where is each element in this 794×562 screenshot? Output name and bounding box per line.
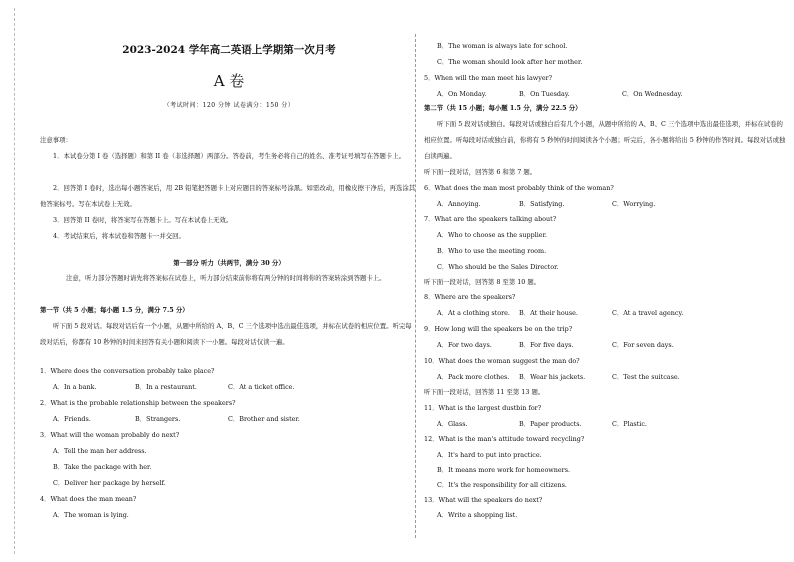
question-6: 6．What does the man most probably think of the woman? (424, 184, 614, 192)
q1-option-a: A．In a bank. (53, 383, 97, 391)
binding-line (14, 8, 15, 554)
q9-option-a: A．For two days. (437, 341, 492, 349)
q10-option-c: C．Test the suitcase. (612, 373, 680, 381)
q8-option-a: A．At a clothing store. (437, 309, 510, 317)
q11-option-b: B．Paper products. (519, 420, 582, 428)
note-3: 3．回答第 II 卷时，将答案写在答题卡上。写在本试卷上无效。 (53, 216, 233, 224)
column-divider (415, 34, 416, 538)
question-8: 8．Where are the speakers? (424, 293, 516, 301)
exam-title: 2023-2024 学年高二英语上学期第一次月考 (122, 44, 336, 56)
notes-heading: 注意事项： (40, 136, 72, 144)
section2-intro: 听下面 5 段对话或独白。每段对话或独白后有几个小题，从题中所给的 A、B、C 三个选项中选出最佳选项，并标在试卷的相应位置。听每段对话或独白前，你将有 5 秒钟的时间阅读各个小题；听完后，各小题将给出 5 秒钟的作答时间。每段对话或独白读两遍。 (424, 120, 786, 160)
question-5: 5．When will the man meet his lawyer? (424, 74, 553, 82)
q2-option-a: A．Friends. (53, 415, 91, 423)
q7-option-a: A．Who to choose as the supplier. (437, 231, 547, 239)
section2-heading: 第二节（共 15 小题；每小题 1.5 分，满分 22.5 分） (424, 104, 582, 112)
q8-option-c: C．At a travel agency. (612, 309, 684, 317)
question-9: 9．How long will the speakers be on the trip? (424, 325, 573, 333)
q3-option-c: C．Deliver her package by herself. (53, 479, 166, 487)
question-7: 7．What are the speakers talking about? (424, 215, 557, 223)
question-1: 1．Where does the conversation probably take place? (40, 367, 215, 375)
section1-intro: 听下面 5 段对话。每段对话后有一个小题，从题中所给的 A、B、C 三个选项中选出最佳选项，并标在试卷的相应位置。听完每段对话后，你都有 10 秒钟的时间来回答有关小题和阅读下一小题。每段对话仅读一遍。 (40, 322, 412, 346)
q1-option-b: B．In a restaurant. (135, 383, 197, 391)
note-2: 2．回答第 I 卷时，选出每小题答案后，用 2B 铅笔把答题卡上对应题目的答案标号涂黑。如需改动，用橡皮擦干净后，再选涂其他答案标号。写在本试卷上无效。 (40, 184, 416, 208)
q4-option-c: C．The woman should look after her mother. (437, 58, 583, 66)
question-2: 2．What is the probable relationship between the speakers? (40, 399, 236, 407)
q6-option-c: C．Worrying. (612, 200, 656, 208)
q7-option-c: C．Who should be the Sales Director. (437, 263, 559, 271)
q10-option-a: A．Pack more clothes. (437, 373, 510, 381)
note-1: 1．本试卷分第 I 卷（选择题）和第 II 卷（非选择题）两部分。答卷前，考生务必将自己的姓名、准考证号填写在答题卡上。 (53, 152, 406, 160)
q10-option-b: B．Wear his jackets. (519, 373, 586, 381)
question-11: 11．What is the largest dustbin for? (424, 404, 542, 412)
q4-option-b: B．The woman is always late for school. (437, 42, 568, 50)
transcript-note-6-7: 听下面一段对话，回答第 6 和第 7 题。 (424, 168, 537, 176)
q2-option-b: B．Strangers. (135, 415, 181, 423)
q6-option-a: A．Annoying. (437, 200, 481, 208)
q9-option-b: B．For five days. (519, 341, 574, 349)
q12-option-a: A．It's hard to put into practice. (437, 451, 542, 459)
q2-option-c: C．Brother and sister. (228, 415, 300, 423)
part1-intro: 注意，听力部分答题时请先将答案标在试卷上，听力部分结束前你将有两分钟的时间将你的答案转涂到答题卡上。 (66, 274, 386, 282)
q7-option-b: B．Who to use the meeting room. (437, 247, 547, 255)
q3-option-a: A．Tell the man her address. (53, 447, 147, 455)
q6-option-b: B．Satisfying. (519, 200, 565, 208)
note-4: 4．考试结束后，将本试卷和答题卡一并交回。 (53, 232, 185, 240)
exam-subtitle: A 卷 (213, 72, 245, 90)
question-10: 10．What does the woman suggest the man do? (424, 357, 580, 365)
q9-option-c: C．For seven days. (612, 341, 674, 349)
q8-option-b: B．At their house. (519, 309, 578, 317)
part1-heading: 第一部分 听力（共两节，满分 30 分） (173, 259, 285, 267)
q12-option-c: C．It's the responsibility for all citizens. (437, 481, 567, 489)
q11-option-a: A．Glass. (437, 420, 468, 428)
q4-option-a: A．The woman is lying. (53, 511, 129, 519)
q5-option-a: A．On Monday. (437, 90, 487, 98)
question-3: 3．What will the woman probably do next? (40, 431, 180, 439)
q13-option-a: A．Write a shopping list. (437, 511, 518, 519)
transcript-note-8-10: 听下面一段对话，回答第 8 至第 10 题。 (424, 278, 541, 286)
q3-option-b: B．Take the package with her. (53, 463, 152, 471)
question-12: 12．What is the man's attitude toward recycling? (424, 435, 585, 443)
q11-option-c: C．Plastic. (612, 420, 647, 428)
q1-option-c: C．At a ticket office. (228, 383, 295, 391)
question-13: 13．What will the speakers do next? (424, 496, 543, 504)
transcript-note-11-13: 听下面一段对话，回答第 11 至第 13 题。 (424, 388, 545, 396)
q12-option-b: B．It means more work for homeowners. (437, 466, 571, 474)
exam-meta: （考试时间：120 分钟 试卷满分：150 分） (163, 102, 295, 109)
section1-heading: 第一节（共 5 小题；每小题 1.5 分，满分 7.5 分） (40, 306, 189, 314)
q5-option-b: B．On Tuesday. (519, 90, 570, 98)
q5-option-c: C．On Wednesday. (622, 90, 683, 98)
question-4: 4．What does the man mean? (40, 495, 137, 503)
